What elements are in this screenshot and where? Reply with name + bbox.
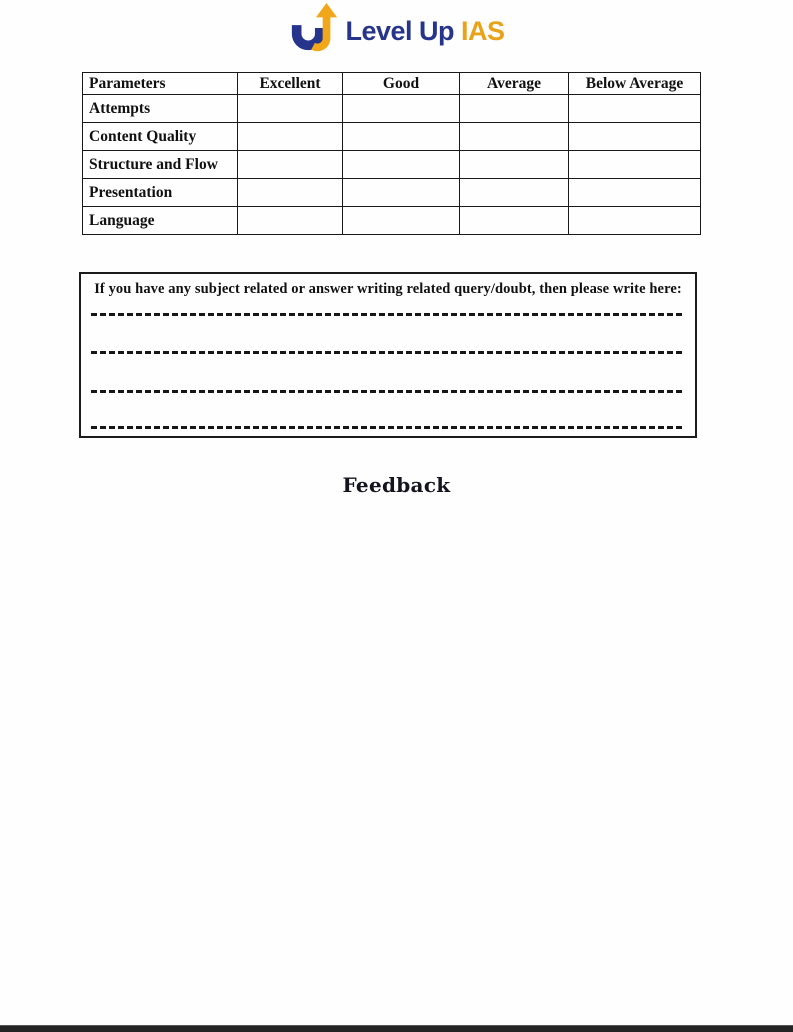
table-row-attempts xyxy=(83,95,701,123)
table-row-content-quality xyxy=(83,123,701,151)
column-header-average: Average xyxy=(460,73,569,95)
write-line-4[interactable] xyxy=(91,426,683,429)
row-label-content-quality: Content Quality xyxy=(83,123,238,151)
write-line-3[interactable] xyxy=(91,390,683,393)
evaluation-table xyxy=(82,72,701,235)
rating-cell-language-below-average[interactable] xyxy=(569,207,701,235)
row-label-structure-and-flow: Structure and Flow xyxy=(83,151,238,179)
write-line-2[interactable] xyxy=(91,351,683,354)
brand-logo xyxy=(0,2,793,54)
rating-cell-attempts-good[interactable] xyxy=(343,95,460,123)
level-up-arrow-icon xyxy=(288,2,340,54)
rating-cell-presentation-excellent[interactable] xyxy=(238,179,343,207)
rating-cell-content-quality-average[interactable] xyxy=(460,123,569,151)
table-row-language xyxy=(83,207,701,235)
row-label-language: Language xyxy=(83,207,238,235)
row-label-presentation: Presentation xyxy=(83,179,238,207)
column-header-below-average: Below Average xyxy=(569,73,701,95)
table-row-structure-and-flow xyxy=(83,151,701,179)
rating-cell-structure-below-average[interactable] xyxy=(569,151,701,179)
rating-cell-attempts-excellent[interactable] xyxy=(238,95,343,123)
table-row-presentation xyxy=(83,179,701,207)
rating-cell-structure-excellent[interactable] xyxy=(238,151,343,179)
column-header-parameters: Parameters xyxy=(83,73,238,95)
rating-cell-presentation-average[interactable] xyxy=(460,179,569,207)
query-box xyxy=(79,272,697,438)
rating-cell-content-quality-excellent[interactable] xyxy=(238,123,343,151)
page-bottom-edge xyxy=(0,1025,793,1032)
rating-cell-structure-good[interactable] xyxy=(343,151,460,179)
query-box-title: If you have any subject related or answer writing related query/doubt, then please write here: xyxy=(94,281,682,297)
rating-cell-language-good[interactable] xyxy=(343,207,460,235)
rating-cell-content-quality-good[interactable] xyxy=(343,123,460,151)
write-line-1[interactable] xyxy=(91,313,683,316)
rating-cell-content-quality-below-average[interactable] xyxy=(569,123,701,151)
column-header-excellent: Excellent xyxy=(238,73,343,95)
feedback-heading: Feedback xyxy=(342,473,451,497)
rating-cell-attempts-average[interactable] xyxy=(460,95,569,123)
brand-name-secondary: IAS xyxy=(461,15,505,46)
column-header-good: Good xyxy=(343,73,460,95)
brand-name xyxy=(345,16,504,47)
rating-cell-structure-average[interactable] xyxy=(460,151,569,179)
row-label-attempts: Attempts xyxy=(83,95,238,123)
rating-cell-presentation-good[interactable] xyxy=(343,179,460,207)
brand-name-primary: Level Up xyxy=(345,15,455,46)
rating-cell-language-excellent[interactable] xyxy=(238,207,343,235)
table-header-row xyxy=(83,73,701,95)
rating-cell-presentation-below-average[interactable] xyxy=(569,179,701,207)
rating-cell-language-average[interactable] xyxy=(460,207,569,235)
rating-cell-attempts-below-average[interactable] xyxy=(569,95,701,123)
